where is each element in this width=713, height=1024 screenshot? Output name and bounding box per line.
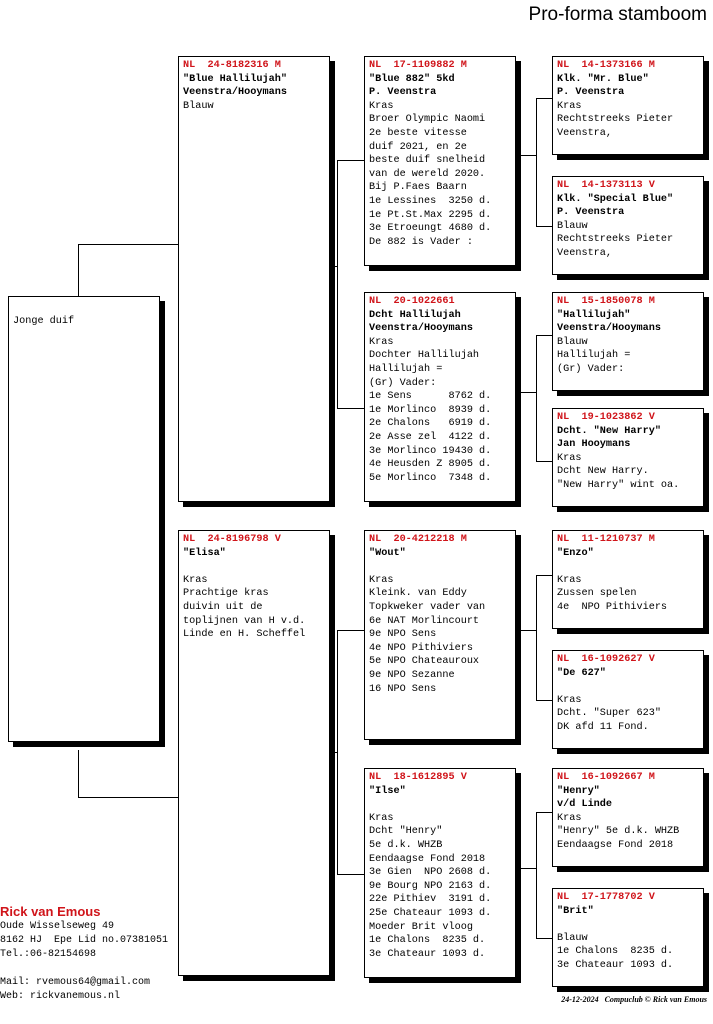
pedigree-line: "Ilse" bbox=[369, 785, 406, 797]
pedigree-line: Veenstra, bbox=[557, 247, 613, 259]
grandparent-box bbox=[364, 56, 516, 266]
connector-line bbox=[516, 868, 536, 869]
connector-line bbox=[337, 408, 364, 409]
parent-box-sire bbox=[178, 56, 330, 502]
pedigree-line: 1e Chalons 8235 d. bbox=[557, 946, 674, 958]
pedigree-line: DK afd 11 Fond. bbox=[557, 721, 649, 733]
footer-credit: 24-12-2024 Compuclub © Rick van Emous bbox=[561, 995, 707, 1004]
pedigree-line: "De 627" bbox=[557, 667, 606, 679]
pedigree-line: Kleink. van Eddy bbox=[369, 588, 467, 600]
sender-mail: Mail: rvemous64@gmail.com bbox=[0, 977, 151, 988]
pedigree-line: Kras bbox=[557, 812, 582, 824]
connector-line bbox=[337, 266, 338, 409]
ring-number: NL 18-1612895 V bbox=[369, 772, 467, 783]
sender-postcode: 8162 HJ Epe Lid no.07381051 bbox=[0, 935, 169, 946]
pedigree-line: "Wout" bbox=[369, 547, 406, 559]
pedigree-line: Kras bbox=[369, 812, 394, 824]
pedigree-line: 22e Pithiev 3191 d. bbox=[369, 894, 492, 906]
pedigree-line bbox=[557, 680, 699, 694]
pedigree-line: 2e beste vitesse bbox=[369, 127, 467, 139]
grandparent-box bbox=[364, 530, 516, 740]
pedigree-line: Broer Olympic Naomi bbox=[369, 114, 486, 126]
pedigree-line: 25e Chateaur 1093 d. bbox=[369, 907, 492, 919]
pedigree-line: v/d Linde bbox=[557, 799, 613, 811]
pedigree-line: Rechtstreeks Pieter bbox=[557, 114, 674, 126]
great-grandparent-box bbox=[552, 530, 704, 629]
pedigree-line: "Enzo" bbox=[557, 547, 594, 559]
connector-line bbox=[516, 155, 536, 156]
pedigree-line: 3e Chateaur 1093 d. bbox=[557, 959, 674, 971]
great-grandparent-box bbox=[552, 176, 704, 275]
pedigree-line: 1e Lessines 3250 d. bbox=[369, 195, 492, 207]
pedigree-line: Blauw bbox=[183, 100, 214, 112]
connector-line bbox=[337, 630, 364, 631]
pedigree-line: beste duif snelheid bbox=[369, 155, 486, 167]
pedigree-line: Hallilujah = bbox=[557, 350, 631, 362]
pedigree-line: P. Veenstra bbox=[557, 87, 625, 99]
pedigree-line: Topkweker vader van bbox=[369, 601, 486, 613]
connector-line bbox=[536, 98, 537, 227]
pedigree-line: 3e Morlinco 19430 d. bbox=[369, 445, 492, 457]
pedigree-line: Rechtstreeks Pieter bbox=[557, 234, 674, 246]
pedigree-line: "Henry" 5e d.k. WHZB bbox=[557, 826, 680, 838]
connector-line bbox=[536, 335, 537, 462]
great-grandparent-box bbox=[552, 408, 704, 507]
pedigree-line: "Elisa" bbox=[183, 547, 226, 559]
pedigree-line: 1e Morlinco 8939 d. bbox=[369, 404, 492, 416]
great-grandparent-box bbox=[552, 56, 704, 155]
pedigree-line: 3e Etroeungt 4680 d. bbox=[369, 223, 492, 235]
connector-line bbox=[78, 244, 79, 296]
sender-web: Web: rickvanemous.nl bbox=[0, 991, 121, 1002]
ring-number: NL 16-1092667 M bbox=[557, 772, 655, 783]
pedigree-line: duif 2021, en 2e bbox=[369, 141, 467, 153]
pedigree-line: Dcht New Harry. bbox=[557, 466, 649, 478]
pedigree-line: Veenstra/Hooymans bbox=[557, 323, 661, 335]
pedigree-line: Kras bbox=[557, 100, 582, 112]
ring-number: NL 17-1109882 M bbox=[369, 60, 467, 71]
subject-box bbox=[8, 296, 160, 742]
connector-line bbox=[337, 160, 364, 161]
pedigree-line: 9e NPO Sens bbox=[369, 629, 437, 641]
pedigree-line: Prachtige kras bbox=[183, 588, 269, 600]
pedigree-line bbox=[369, 560, 511, 574]
pedigree-line: 9e NPO Sezanne bbox=[369, 669, 455, 681]
sender-address: Oude Wisselseweg 49 bbox=[0, 921, 115, 932]
pedigree-line: Veenstra/Hooymans bbox=[183, 87, 287, 99]
pedigree-line: "New Harry" wint oa. bbox=[557, 479, 680, 491]
ring-number: NL 24-8196798 V bbox=[183, 534, 281, 545]
connector-line bbox=[536, 98, 552, 99]
pedigree-line: 1e Sens 8762 d. bbox=[369, 391, 492, 403]
great-grandparent-box bbox=[552, 650, 704, 749]
pedigree-line: 4e Heusden Z 8905 d. bbox=[369, 459, 492, 471]
ring-number: NL 11-1210737 M bbox=[557, 534, 655, 545]
ring-number: NL 20-1022661 bbox=[369, 296, 455, 307]
pedigree-line: 9e Bourg NPO 2163 d. bbox=[369, 880, 492, 892]
ring-number: NL 16-1092627 V bbox=[557, 654, 655, 665]
pedigree-line: Klk. "Mr. Blue" bbox=[557, 73, 649, 85]
pedigree-line: "Brit" bbox=[557, 905, 594, 917]
grandparent-box bbox=[364, 768, 516, 978]
pedigree-line: Kras bbox=[557, 694, 582, 706]
pedigree-line: Kras bbox=[369, 100, 394, 112]
connector-line bbox=[536, 700, 552, 701]
connector-line bbox=[516, 630, 536, 631]
pedigree-line: P. Veenstra bbox=[557, 207, 625, 219]
pedigree-line: 5e Morlinco 7348 d. bbox=[369, 472, 492, 484]
pedigree-line: Zussen spelen bbox=[557, 588, 637, 600]
pedigree-line: (Gr) Vader: bbox=[369, 377, 437, 389]
pedigree-line: 4e NPO Pithiviers bbox=[369, 642, 473, 654]
pedigree-line: Linde en H. Scheffel bbox=[183, 629, 306, 641]
connector-line bbox=[536, 461, 552, 462]
sender-spacer bbox=[0, 962, 168, 976]
subject-label: Jonge duif bbox=[13, 316, 75, 327]
pedigree-line: Dcht. "New Harry" bbox=[557, 425, 661, 437]
pedigree-line: Dcht. "Super 623" bbox=[557, 708, 661, 720]
great-grandparent-box bbox=[552, 768, 704, 867]
pedigree-line: Klk. "Special Blue" bbox=[557, 193, 674, 205]
pedigree-line: Hallilujah = bbox=[369, 363, 443, 375]
pedigree-line: De 882 is Vader : bbox=[369, 236, 473, 248]
pedigree-line: 1e Chalons 8235 d. bbox=[369, 935, 486, 947]
connector-line bbox=[337, 630, 338, 752]
pedigree-line: Eendaagse Fond 2018 bbox=[557, 839, 674, 851]
pedigree-line: Kras bbox=[183, 574, 208, 586]
pedigree-line: Blauw bbox=[557, 336, 588, 348]
parent-box-dam bbox=[178, 530, 330, 976]
ring-number: NL 19-1023862 V bbox=[557, 412, 655, 423]
connector-line bbox=[337, 752, 338, 874]
ring-number: NL 14-1373113 V bbox=[557, 180, 655, 191]
pedigree-line: van de wereld 2020. bbox=[369, 168, 486, 180]
pedigree-line: "Blue 882" 5kd bbox=[369, 73, 455, 85]
connector-line bbox=[78, 750, 79, 797]
connector-line bbox=[536, 335, 552, 336]
connector-line bbox=[78, 797, 178, 798]
connector-line bbox=[536, 938, 552, 939]
pedigree-line bbox=[183, 560, 325, 574]
pedigree-line: Kras bbox=[369, 336, 394, 348]
pedigree-line: Blauw bbox=[557, 932, 588, 944]
pedigree-line: Moeder Brit vloog bbox=[369, 921, 473, 933]
sender-phone: Tel.:06-82154698 bbox=[0, 949, 97, 960]
connector-line bbox=[536, 575, 552, 576]
connector-line bbox=[536, 812, 552, 813]
pedigree-line: toplijnen van H v.d. bbox=[183, 615, 306, 627]
pedigree-line: "Hallilujah" bbox=[557, 309, 631, 321]
pedigree-line: Bij P.Faes Baarn bbox=[369, 182, 467, 194]
pedigree-line: Blauw bbox=[557, 220, 588, 232]
pedigree-line bbox=[557, 560, 699, 574]
great-grandparent-box bbox=[552, 292, 704, 391]
page-title: Pro-forma stamboom bbox=[528, 4, 707, 25]
pedigree-line: duivin uit de bbox=[183, 601, 263, 613]
pedigree-line: 3e Gien NPO 2608 d. bbox=[369, 867, 492, 879]
pedigree-line: 3e Chateaur 1093 d. bbox=[369, 948, 486, 960]
pedigree-line bbox=[369, 798, 511, 812]
pedigree-line: "Henry" bbox=[557, 785, 600, 797]
pedigree-line: Dcht "Henry" bbox=[369, 826, 443, 838]
pedigree-line bbox=[557, 918, 699, 932]
connector-line bbox=[337, 160, 338, 267]
pedigree-line: Dcht Hallilujah bbox=[369, 309, 461, 321]
pedigree-line: Kras bbox=[369, 574, 394, 586]
pedigree-line: Dochter Hallilujah bbox=[369, 350, 480, 362]
grandparent-box bbox=[364, 292, 516, 502]
pedigree-line: Jan Hooymans bbox=[557, 439, 631, 451]
pedigree-line: 2e Chalons 6919 d. bbox=[369, 418, 492, 430]
great-grandparent-box bbox=[552, 888, 704, 987]
pedigree-line: Veenstra, bbox=[557, 127, 613, 139]
ring-number: NL 24-8182316 M bbox=[183, 60, 281, 71]
pedigree-line: 6e NAT Morlincourt bbox=[369, 615, 480, 627]
pedigree-line: 5e d.k. WHZB bbox=[369, 839, 443, 851]
pedigree-line: 1e Pt.St.Max 2295 d. bbox=[369, 209, 492, 221]
pedigree-line: Kras bbox=[557, 574, 582, 586]
ring-number: NL 15-1850078 M bbox=[557, 296, 655, 307]
pedigree-line: 16 NPO Sens bbox=[369, 683, 437, 695]
pedigree-line: Kras bbox=[557, 452, 582, 464]
pedigree-line: Eendaagse Fond 2018 bbox=[369, 853, 486, 865]
connector-line bbox=[536, 812, 537, 939]
ring-number: NL 17-1778702 V bbox=[557, 892, 655, 903]
connector-line bbox=[516, 392, 536, 393]
pedigree-line: P. Veenstra bbox=[369, 87, 437, 99]
pedigree-line: 4e NPO Pithiviers bbox=[557, 601, 668, 613]
connector-line bbox=[337, 874, 364, 875]
ring-number: NL 20-4212218 M bbox=[369, 534, 467, 545]
connector-line bbox=[536, 226, 552, 227]
connector-line bbox=[78, 244, 178, 245]
pedigree-line: 2e Asse zel 4122 d. bbox=[369, 431, 492, 443]
pedigree-line: 5e NPO Chateauroux bbox=[369, 656, 480, 668]
pedigree-line: Veenstra/Hooymans bbox=[369, 323, 473, 335]
ring-number: NL 14-1373166 M bbox=[557, 60, 655, 71]
pedigree-line: (Gr) Vader: bbox=[557, 363, 625, 375]
connector-line bbox=[536, 575, 537, 701]
sender-info bbox=[0, 904, 168, 1004]
sender-name: Rick van Emous bbox=[0, 904, 101, 919]
pedigree-line: "Blue Hallilujah" bbox=[183, 73, 287, 85]
